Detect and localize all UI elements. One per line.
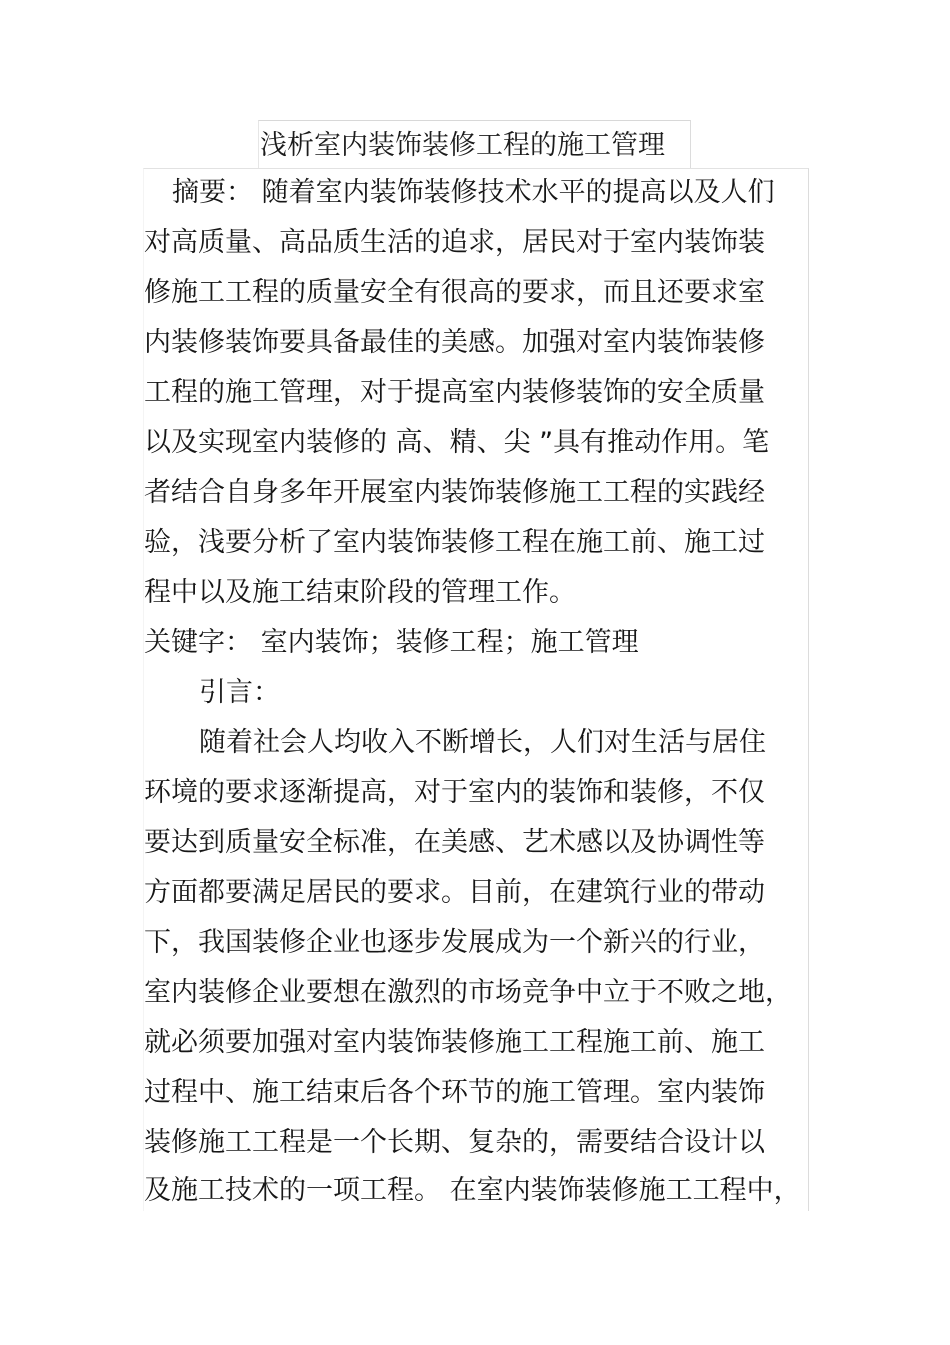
body-line: 下，我国装修企业也逐步发展成为一个新兴的行业，	[144, 927, 765, 958]
abstract-line: 者结合自身多年开展室内装饰装修施工工程的实践经	[144, 477, 765, 508]
abstract-line: 以及实现室内装修的 高、精、尖 ”具有推动作用。笔	[144, 427, 770, 458]
body-line: 装修施工工程是一个长期、复杂的，需要结合设计以	[144, 1127, 765, 1158]
abstract-line: 程中以及施工结束阶段的管理工作。	[144, 577, 576, 608]
document-title: 浅析室内装饰装修工程的施工管理	[260, 130, 665, 161]
intro-heading: 引言：	[199, 677, 280, 708]
abstract-line: 对高质量、高品质生活的追求，居民对于室内装饰装	[144, 227, 765, 258]
abstract-line: 工程的施工管理，对于提高室内装修装饰的安全质量	[144, 377, 765, 408]
body-line: 环境的要求逐渐提高，对于室内的装饰和装修，不仅	[144, 777, 765, 808]
body-line: 室内装修企业要想在激烈的市场竞争中立于不败之地，	[144, 977, 792, 1008]
body-line: 要达到质量安全标准，在美感、艺术感以及协调性等	[144, 827, 765, 858]
abstract-line: 验，浅要分析了室内装饰装修工程在施工前、施工过	[144, 527, 765, 558]
body-line: 就必须要加强对室内装饰装修施工工程施工前、施工	[144, 1027, 765, 1058]
keywords: 关键字： 室内装饰；装修工程；施工管理	[144, 627, 639, 658]
body-line: 随着社会人均收入不断增长，人们对生活与居住	[199, 727, 766, 758]
body-line: 过程中、施工结束后各个环节的施工管理。室内装饰	[144, 1077, 765, 1108]
abstract-line: 内装修装饰要具备最佳的美感。加强对室内装饰装修	[144, 327, 765, 358]
body-line: 方面都要满足居民的要求。目前，在建筑行业的带动	[144, 877, 765, 908]
body-line: 及施工技术的一项工程。 在室内装饰装修施工工程中，	[144, 1175, 801, 1206]
abstract-line: 摘要： 随着室内装饰装修技术水平的提高以及人们	[172, 177, 775, 208]
abstract-line: 修施工工程的质量安全有很高的要求，而且还要求室	[144, 277, 765, 308]
